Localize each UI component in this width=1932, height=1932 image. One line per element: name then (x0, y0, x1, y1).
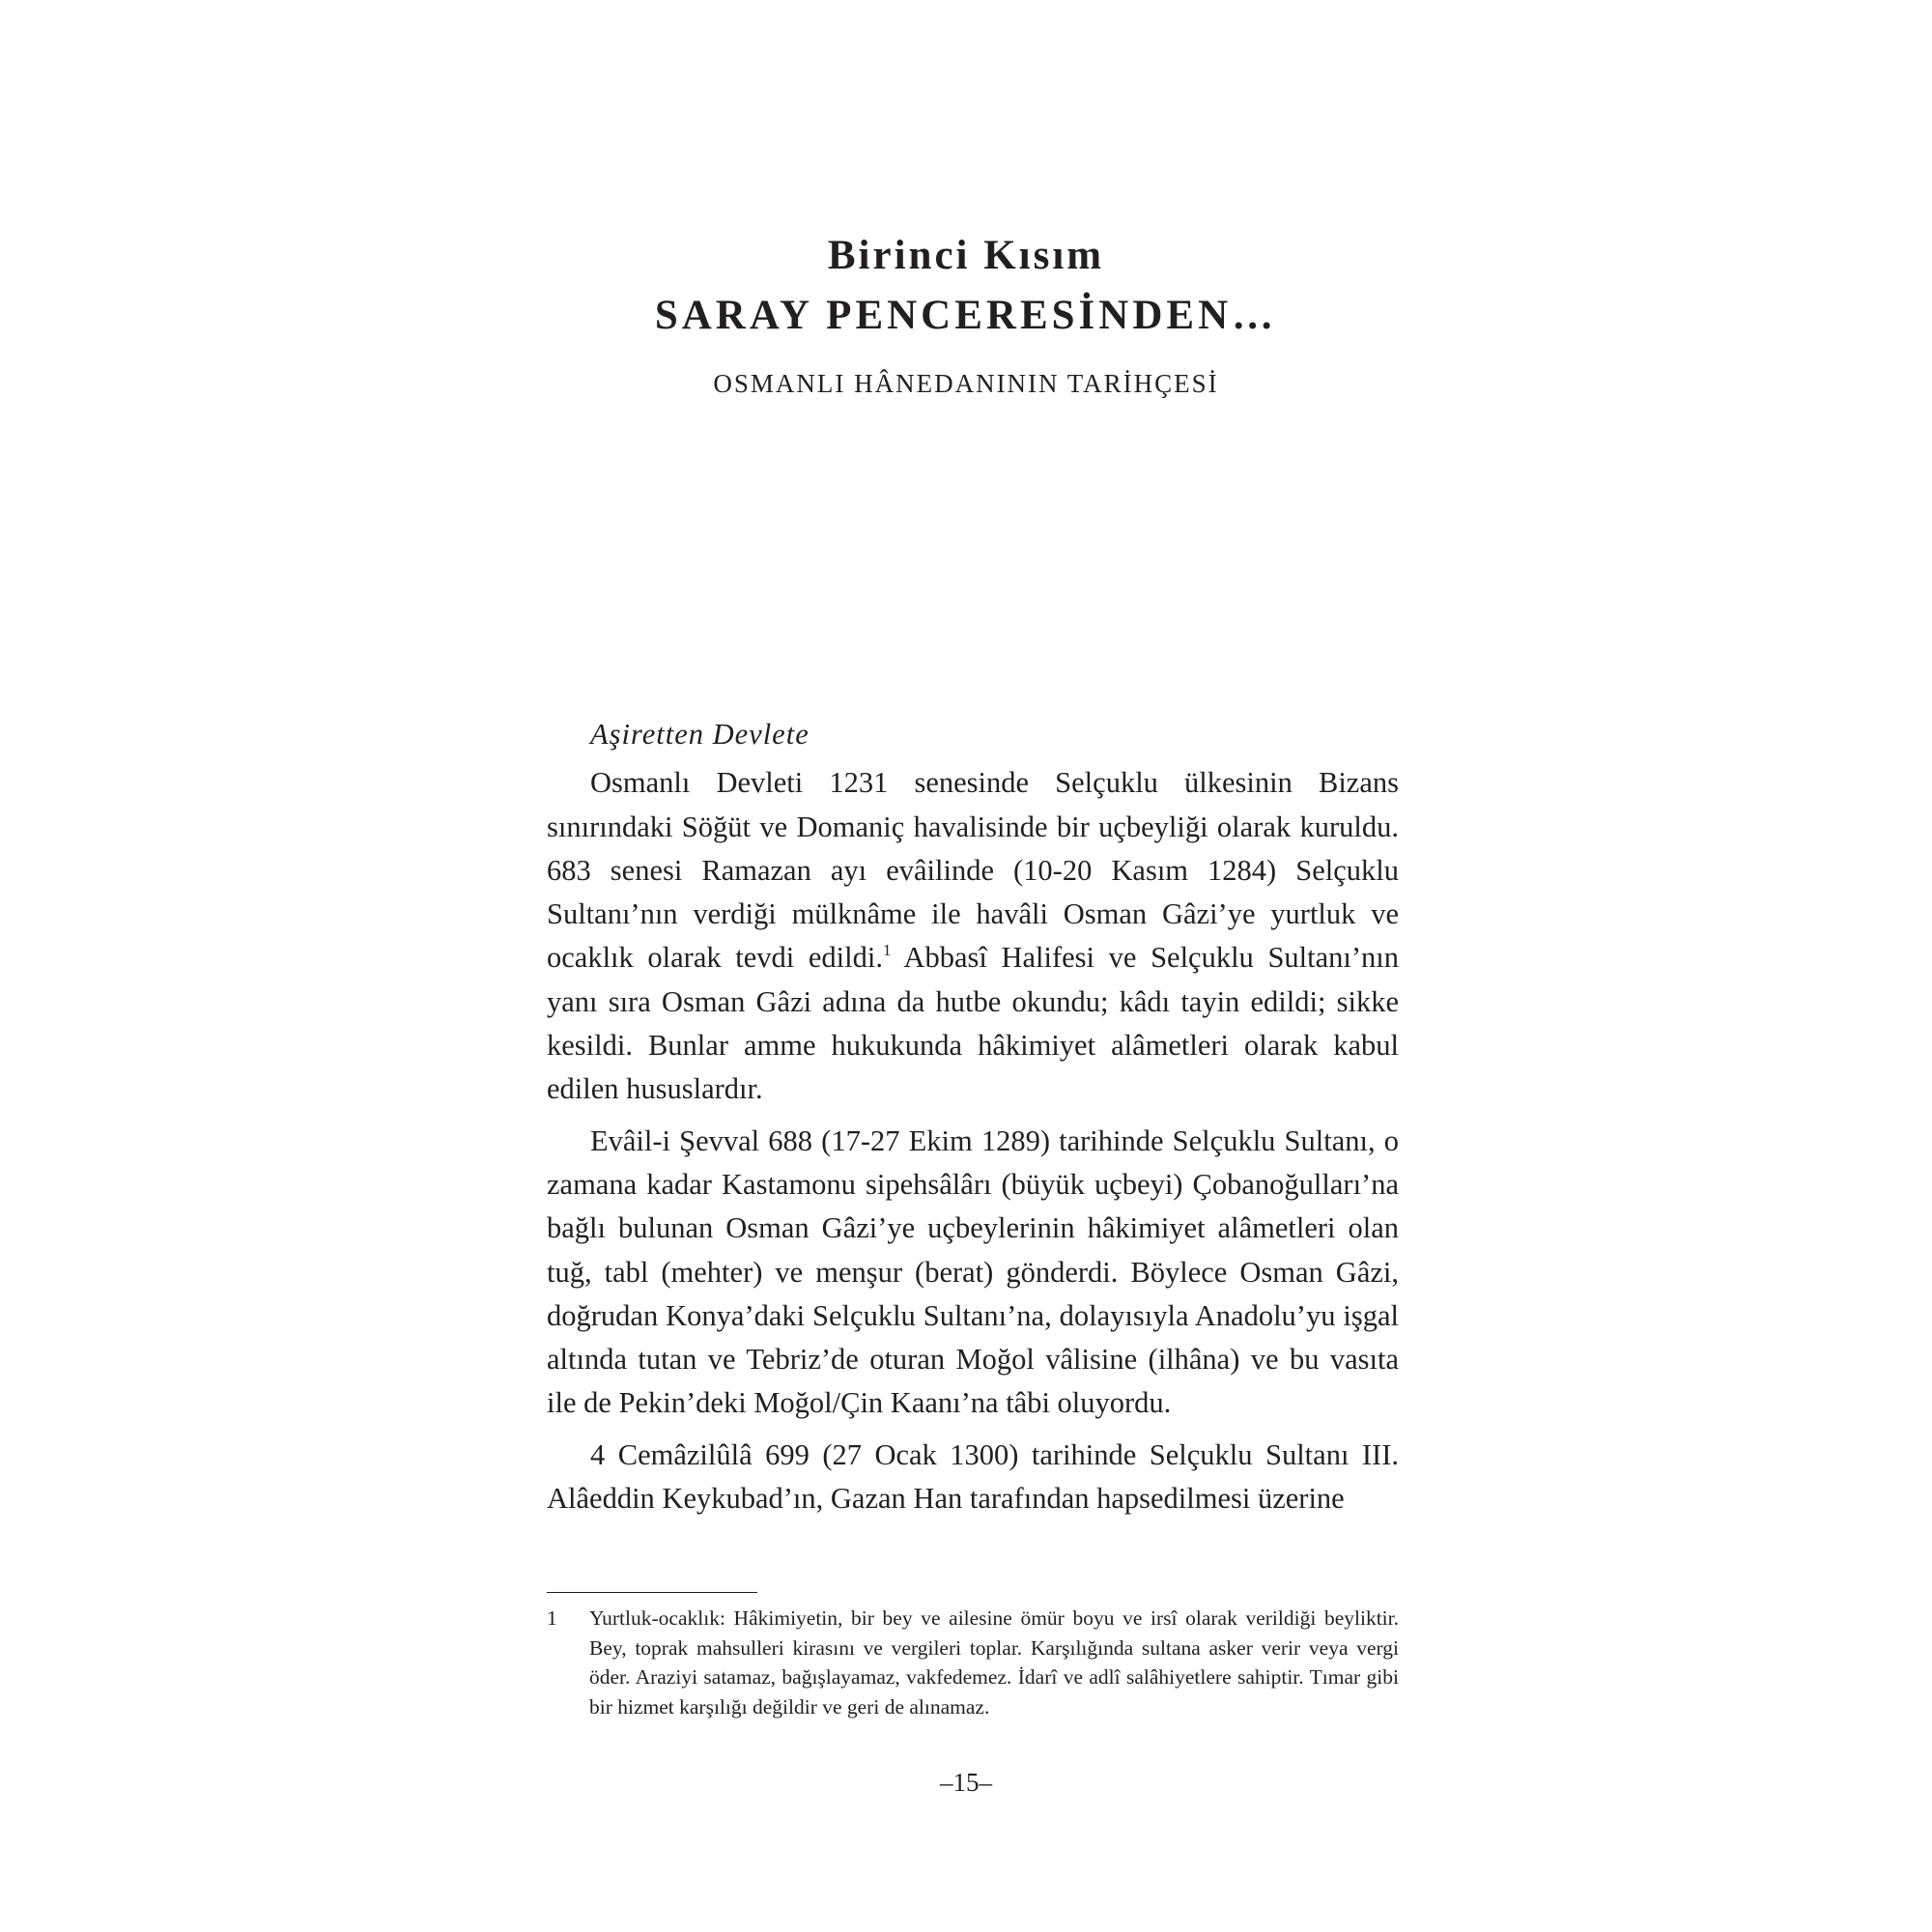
footnote-reference[interactable]: 1 (882, 941, 892, 960)
chapter-subtitle: OSMANLI HÂNEDANININ TARİHÇESİ (713, 369, 1219, 398)
body-text (547, 713, 1399, 1528)
paragraph-3: 4 Cemâzilûlâ 699 (27 Ocak 1300) tarihinde Selçuklu Sultanı III. Alâeddin Keykubad’ın, Gazan Han tarafından hapsedilmesi üzerine (547, 1437, 1399, 1516)
footnote-divider (547, 1592, 757, 1593)
footnote-text: Yurtluk-ocaklık: Hâkimiyetin, bir bey ve ailesine ömür boyu ve irsî olarak verildiği beyliktir. Bey, toprak mahsulleri kirasını ve vergileri toplar. Karşılığında sultana asker verir veya vergi öder. Araziyi satamaz, bağışlayamaz, vakfedemez. İdarî ve adlî salâhiyetlere sahiptir. Tımar gibi bir hizmet karşılığı değildir ve geri de alınamaz. (589, 1606, 1399, 1719)
part-title: Birinci Kısım (827, 233, 1105, 278)
section-heading: Aşiretten Devlete (590, 718, 810, 751)
paragraph-1-text-a: Osmanlı Devleti 1231 senesinde Selçuklu ülkesinin Bizans sınırındaki Söğüt ve Domaniç havalisinde bir uçbeyliği olarak kuruldu. 683 senesi Ramazan ayı evâilinde (10-20 Kasım 1284) Selçuklu Sultanı’nın verdiği mülknâme ile havâli Osman Gâzi’ye yurtluk ve ocaklık olarak tevdi edildi. (547, 766, 1399, 975)
paragraph-2: Evâil-i Şevval 688 (17-27 Ekim 1289) tarihinde Selçuklu Sultanı, o zamana kadar Kastamonu sipehsâlârı (büyük uçbeyi) Çobanoğulları’na bağlı bulunan Osman Gâzi’ye uçbeylerinin hâkimiyet alâmetleri olan tuğ, tabl (mehter) ve menşur (berat) gönderdi. Böylece Osman Gâzi, doğrudan Konya’daki Selçuklu Sultanı’na, dolayısıyla Anadolu’yu işgal altında tutan ve Tebriz’de oturan Moğol vâlisine (ilhâna) ve bu vasıta ile de Pekin’deki Moğol/Çin Kaanı’na tâbi oluyordu. (547, 1123, 1399, 1420)
page-number: –15– (940, 1768, 992, 1797)
footnote (547, 1604, 1399, 1721)
footnote-number: 1 (547, 1606, 557, 1630)
main-title: SARAY PENCERESİNDEN… (654, 293, 1278, 338)
paragraph-1-text-b: Abbasî Halifesi ve Selçuklu Sultanı’nın yanı sıra Osman Gâzi adına da hutbe okundu; kâdı tayin edildi; sikke kesildi. Bunlar amme hukukunda hâkimiyet alâmetleri olarak kabul edilen hususlardır. (547, 941, 1399, 1106)
paragraph-1 (547, 761, 1399, 1111)
